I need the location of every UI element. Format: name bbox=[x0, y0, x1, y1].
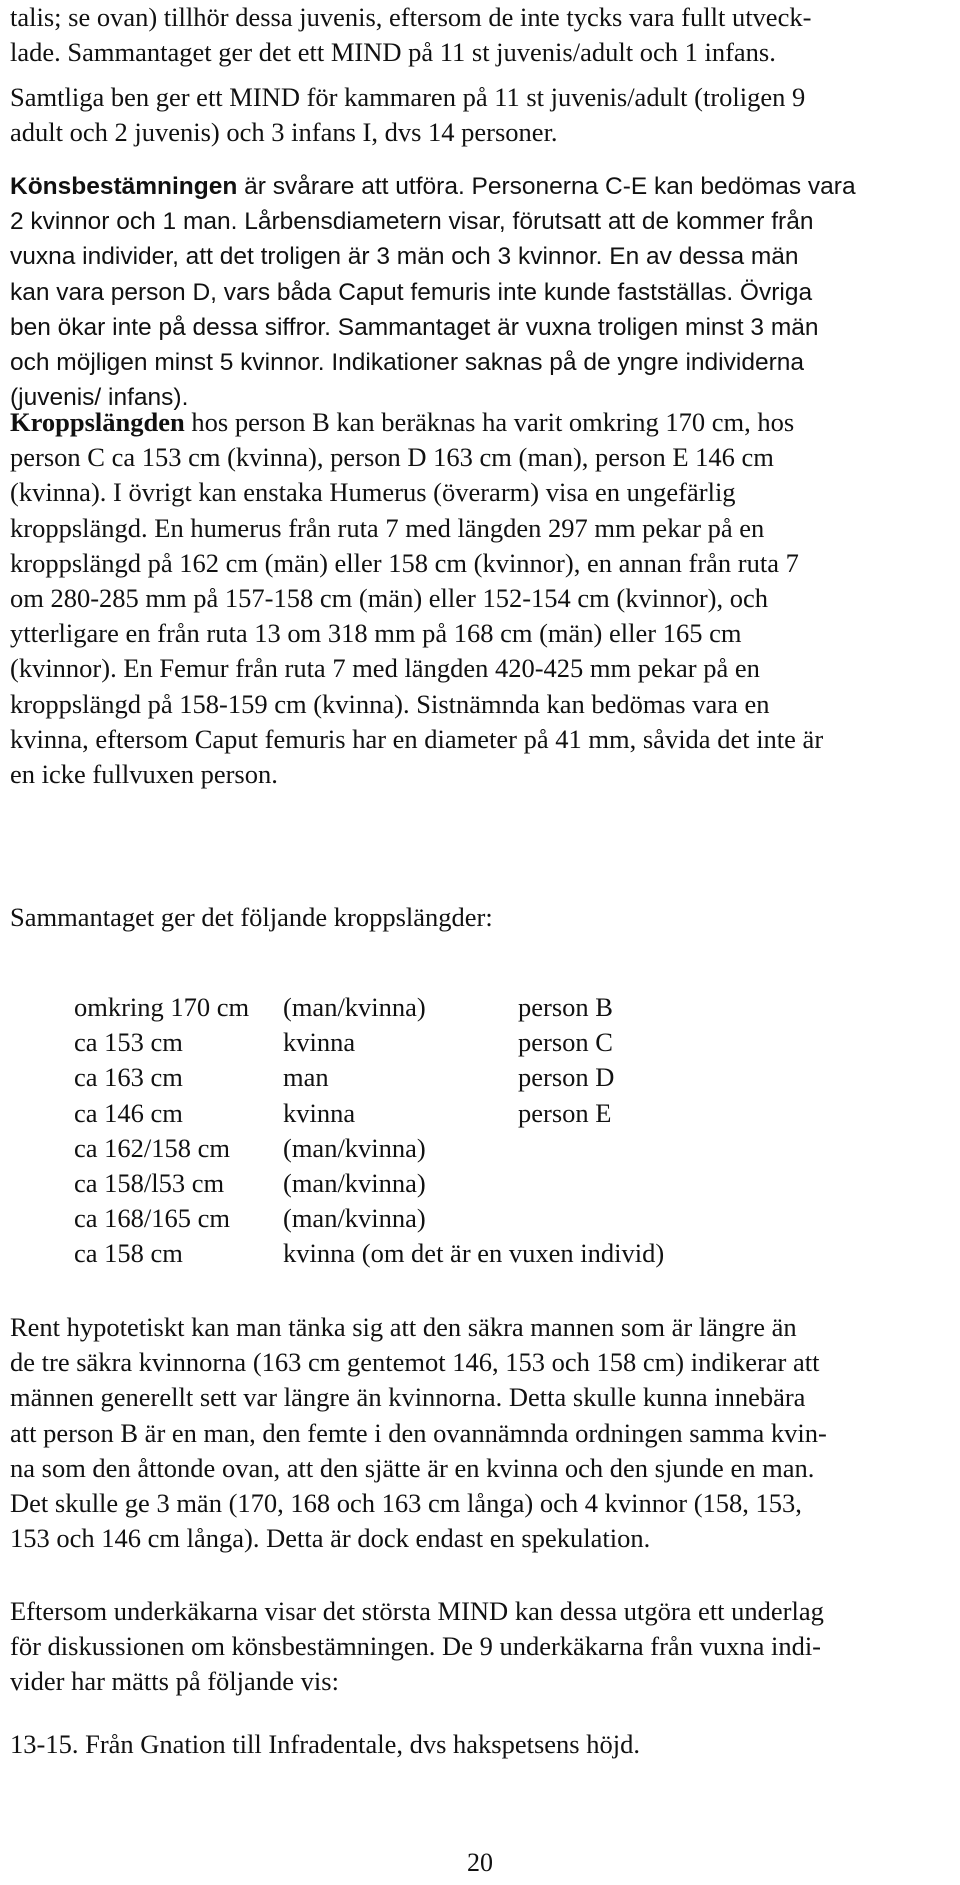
text-line: Det skulle ge 3 män (170, 168 och 163 cm långa) och 4 kvinnor (158, 153, bbox=[10, 1488, 802, 1519]
text-line: och möjligen minst 5 kvinnor. Indikationer saknas på de yngre individerna bbox=[10, 349, 804, 377]
table-cell-sex: kvinna bbox=[283, 1097, 356, 1128]
table-cell-person: person C bbox=[518, 1027, 613, 1058]
text-line: männen generellt sett var längre än kvinnorna. Detta skulle kunna innebära bbox=[10, 1382, 806, 1413]
sex-determination-paragraph bbox=[10, 169, 940, 415]
measurement-line bbox=[10, 1727, 940, 1762]
text-line: om 280-285 mm på 157-158 cm (män) eller 152-154 cm (kvinnor), och bbox=[10, 583, 769, 614]
text-line: na som den åttonde ovan, att den sjätte är en kvinna och den sjunde en man. bbox=[10, 1452, 815, 1483]
table-cell-height: ca 158/l53 cm bbox=[74, 1168, 225, 1199]
table-cell-person bbox=[518, 1131, 778, 1166]
table-cell-sex: man bbox=[283, 1062, 329, 1093]
text-line: Rent hypotetiskt kan man tänka sig att den säkra mannen som är längre än bbox=[10, 1312, 797, 1342]
text-line: adult och 2 juvenis) och 3 infans I, dvs 14 personer. bbox=[10, 117, 558, 148]
text-line: person C ca 153 cm (kvinna), person D 163 cm (man), person E 146 cm bbox=[10, 442, 774, 473]
table-cell-height: ca 168/165 cm bbox=[74, 1203, 231, 1234]
text-line: 2 kvinnor och 1 man. Lårbensdiametern visar, förutsatt att de kommer från bbox=[10, 208, 814, 236]
text-line: vider har mätts på följande vis: bbox=[10, 1666, 339, 1697]
table-cell-person bbox=[518, 1166, 778, 1201]
text-line: att person B är en man, den femte i den ovannämnda ordningen samma kvin- bbox=[10, 1417, 827, 1448]
text-line: kroppslängd på 162 cm (män) eller 158 cm (kvinnor), en annan från ruta 7 bbox=[10, 547, 799, 578]
text-line bbox=[10, 169, 940, 204]
table-cell-height: omkring 170 cm bbox=[74, 992, 250, 1022]
text-line: 13-15. Från Gnation till Infradentale, dvs hakspetsens höjd. bbox=[10, 1729, 640, 1759]
table-cell-height: ca 158 cm bbox=[74, 1238, 183, 1269]
text-line: kroppslängd på 158-159 cm (kvinna). Sistnämnda kan bedömas vara en bbox=[10, 688, 770, 719]
table-cell-height: ca 162/158 cm bbox=[74, 1132, 231, 1163]
jaw-paragraph bbox=[10, 1594, 940, 1700]
text-line: Samtliga ben ger ett MIND för kammaren på 11 st juvenis/adult (troligen 9 bbox=[10, 82, 806, 112]
text-line: för diskussionen om könsbestämningen. De 9 underkäkarna från vuxna indi- bbox=[10, 1631, 822, 1662]
table-cell-height: ca 163 cm bbox=[74, 1062, 183, 1093]
text-line: kroppslängd. En humerus från ruta 7 med längden 297 mm pekar på en bbox=[10, 512, 765, 543]
text-line: 153 och 146 cm långa). Detta är dock endast en spekulation. bbox=[10, 1523, 651, 1554]
section-heading-sex: Könsbestämningen bbox=[10, 173, 238, 200]
table-cell-sex: (man/kvinna) bbox=[283, 1203, 426, 1234]
table-row bbox=[74, 1025, 778, 1060]
text-line: vuxna individer, att det troligen är 3 män och 3 kvinnor. En av dessa män bbox=[10, 243, 799, 271]
table-cell-person bbox=[518, 1201, 778, 1236]
page-number: 20 bbox=[467, 1848, 493, 1877]
table-row bbox=[74, 1131, 778, 1166]
table-cell-sex: kvinna bbox=[283, 1027, 356, 1058]
table-row bbox=[74, 1201, 778, 1236]
mind-paragraph bbox=[10, 80, 940, 150]
table-cell-sex: (man/kvinna) bbox=[283, 1168, 426, 1199]
text-line: en icke fullvuxen person. bbox=[10, 759, 278, 790]
table-row bbox=[74, 1166, 778, 1201]
text-line: (juvenis/ infans). bbox=[10, 384, 189, 412]
text-line: kvinna, eftersom Caput femuris har en diameter på 41 mm, såvida det inte är bbox=[10, 723, 824, 754]
table-cell-height: ca 153 cm bbox=[74, 1027, 183, 1058]
text-fragment: är svårare att utföra. Personerna C-E kan bedömas vara bbox=[237, 173, 856, 200]
text-line: Eftersom underkäkarna visar det största MIND kan dessa utgöra ett underlag bbox=[10, 1596, 824, 1626]
text-line: talis; se ovan) tillhör dessa juvenis, eftersom de inte tycks vara fullt utveck- bbox=[10, 2, 812, 32]
text-line: ytterligare en från ruta 13 om 318 mm på 168 cm (män) eller 165 cm bbox=[10, 618, 742, 649]
section-heading-stature: Kroppslängden bbox=[10, 407, 185, 437]
table-cell-person: person B bbox=[518, 992, 613, 1022]
text-line: lade. Sammantaget ger det ett MIND på 11 st juvenis/adult och 1 infans. bbox=[10, 37, 776, 68]
table-cell-person: person E bbox=[518, 1097, 612, 1128]
summary-intro bbox=[10, 900, 940, 935]
table-row bbox=[74, 1236, 778, 1271]
table-row bbox=[74, 1096, 778, 1131]
stature-table bbox=[74, 990, 778, 1272]
table-row bbox=[74, 1060, 778, 1095]
text-line: Sammantaget ger det följande kroppslängder: bbox=[10, 902, 493, 932]
table-cell-person: person D bbox=[518, 1062, 615, 1093]
intro-paragraph bbox=[10, 0, 940, 70]
text-line: kan vara person D, vars båda Caput femuris inte kunde fastställas. Övriga bbox=[10, 278, 813, 306]
text-fragment: hos person B kan beräknas ha varit omkring 170 cm, hos bbox=[184, 407, 795, 437]
text-line bbox=[10, 405, 940, 440]
text-line: ben ökar inte på dessa siffror. Sammantaget är vuxna troligen minst 3 män bbox=[10, 313, 819, 341]
table-cell-sex: kvinna (om det är en vuxen individ) bbox=[283, 1238, 665, 1269]
table-cell-height: ca 146 cm bbox=[74, 1097, 183, 1128]
table-cell-sex: (man/kvinna) bbox=[283, 1132, 426, 1163]
text-line: (kvinnor). En Femur från ruta 7 med längden 420-425 mm pekar på en bbox=[10, 653, 760, 684]
text-line: de tre säkra kvinnorna (163 cm gentemot 146, 153 och 158 cm) indikerar att bbox=[10, 1347, 820, 1378]
table-cell-sex: (man/kvinna) bbox=[283, 992, 426, 1022]
hypothesis-paragraph bbox=[10, 1310, 940, 1556]
table-row bbox=[74, 990, 778, 1025]
stature-paragraph bbox=[10, 405, 940, 792]
text-line: (kvinna). I övrigt kan enstaka Humerus (överarm) visa en ungefärlig bbox=[10, 477, 736, 508]
